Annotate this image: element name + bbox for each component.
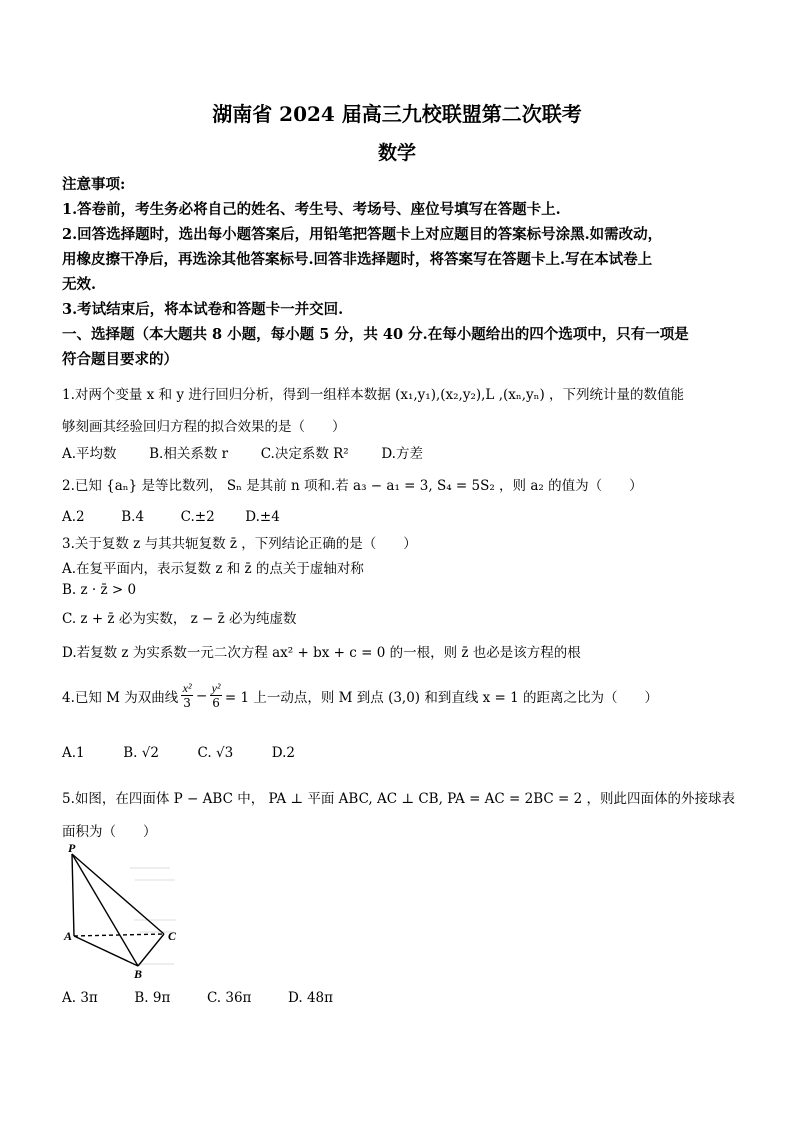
q1-option-b: B.相关系数 r: [149, 446, 229, 462]
label-b: B: [134, 967, 143, 980]
q4-option-a: A.1: [62, 745, 85, 761]
notice-item-3: 3.考试结束后，将本试卷和答题卡一并交回.: [62, 301, 344, 318]
exam-title: 湖南省 2024 届高三九校联盟第二次联考: [212, 102, 582, 126]
label-c: C: [168, 929, 177, 943]
q2-options: [62, 509, 280, 525]
q2-option-b: B.4: [121, 509, 145, 525]
q2-option-c: C.±2: [180, 509, 215, 525]
q4-frac2-den: 6: [212, 696, 220, 710]
notice-item-2-end: 无效.: [62, 276, 97, 293]
q1-option-d: D.方差: [381, 446, 423, 462]
q1-options: [62, 442, 423, 462]
notice-item-2-cont: 用橡皮擦干净后，再选涂其他答案标号.回答非选择题时，将答案写在答题卡上.写在本试卷上: [62, 251, 653, 268]
q2-stem: 2.已知 {aₙ} 是等比数列， Sₙ 是其前 n 项和.若 a₃ − a₁ = 3, S₄ = 5S₂ ，则 a₂ 的值为（ ）: [62, 478, 643, 494]
q4-fraction-y: [210, 681, 222, 710]
q1-stem-cont: 够刻画其经验回归方程的拟合效果的是（ ）: [62, 419, 346, 435]
q5-option-a: A. 3π: [62, 990, 98, 1006]
q3-option-a: A.在复平面内，表示复数 z 和 z̄ 的点关于虚轴对称: [62, 561, 364, 577]
q4-options: [62, 745, 295, 761]
q2-option-d: D.±4: [245, 509, 280, 525]
label-a: A: [64, 929, 73, 943]
q1-stem: 1.对两个变量 x 和 y 进行回归分析，得到一组样本数据 (x₁,y₁),(x₂,y₂),L ,(xₙ,yₙ) ，下列统计量的数值能: [62, 387, 685, 403]
q4-fraction-x: [181, 681, 193, 710]
q4-option-d: D.2: [271, 745, 295, 761]
notice-item-1: 1.答卷前，考生务必将自己的姓名、考生号、考场号、座位号填写在答题卡上.: [62, 201, 561, 218]
notice-heading: 注意事项:: [62, 176, 126, 193]
notice-item-2: 2.回答选择题时，选出每小题答案后，用铅笔把答题卡上对应题目的答案标号涂黑.如需改动，: [62, 226, 663, 243]
q5-stem: 5.如图，在四面体 P − ABC 中， PA ⊥ 平面 ABC, AC ⊥ CB, PA = AC = 2BC = 2 ，则此四面体的外接球表: [62, 791, 736, 807]
q4-option-b: B. √2: [123, 745, 159, 761]
section1-heading-cont: 符合题目要求的）: [62, 351, 178, 368]
q3-stem: 3.关于复数 z 与其共轭复数 z̄ ，下列结论正确的是（ ）: [62, 536, 417, 552]
q4-stem: [62, 681, 658, 710]
q4-minus: −: [195, 687, 208, 704]
q4-option-c: C. √3: [197, 745, 234, 761]
q5-stem-cont: 面积为（ ）: [62, 824, 157, 840]
section1-heading: 一、选择题（本大题共 8 小题，每小题 5 分，共 40 分.在每小题给出的四个选项中，只有一项是: [62, 326, 689, 343]
q3-option-d: D.若复数 z 为实系数一元二次方程 ax² + bx + c = 0 的一根，则 z̄ 也必是该方程的根: [62, 645, 581, 661]
q4-frac1-den: 3: [183, 696, 191, 710]
q2-option-a: A.2: [62, 509, 85, 525]
tetrahedron-figure: [60, 840, 185, 980]
q5-option-d: D. 48π: [288, 990, 334, 1006]
q5-options: [62, 990, 333, 1006]
q4-suffix: = 1 上一动点，则 M 到点 (3,0) 和到直线 x = 1 的距离之比为（ ）: [224, 689, 659, 706]
q3-option-b: B. z · z̄ > 0: [62, 582, 137, 598]
q4-frac1-num: x²: [182, 681, 192, 695]
q5-option-c: C. 36π: [206, 990, 252, 1006]
q4-prefix: 4.已知 M 为双曲线: [62, 689, 179, 706]
label-p: P: [68, 841, 76, 855]
q1-option-a: A.平均数: [62, 446, 117, 462]
q1-option-c: C.决定系数 R²: [260, 446, 349, 462]
q4-frac2-num: y²: [211, 681, 221, 695]
subject-title: 数学: [377, 142, 416, 164]
q5-option-b: B. 9π: [134, 990, 171, 1006]
q3-option-c: C. z + z̄ 必为实数， z − z̄ 必为纯虚数: [62, 611, 297, 627]
